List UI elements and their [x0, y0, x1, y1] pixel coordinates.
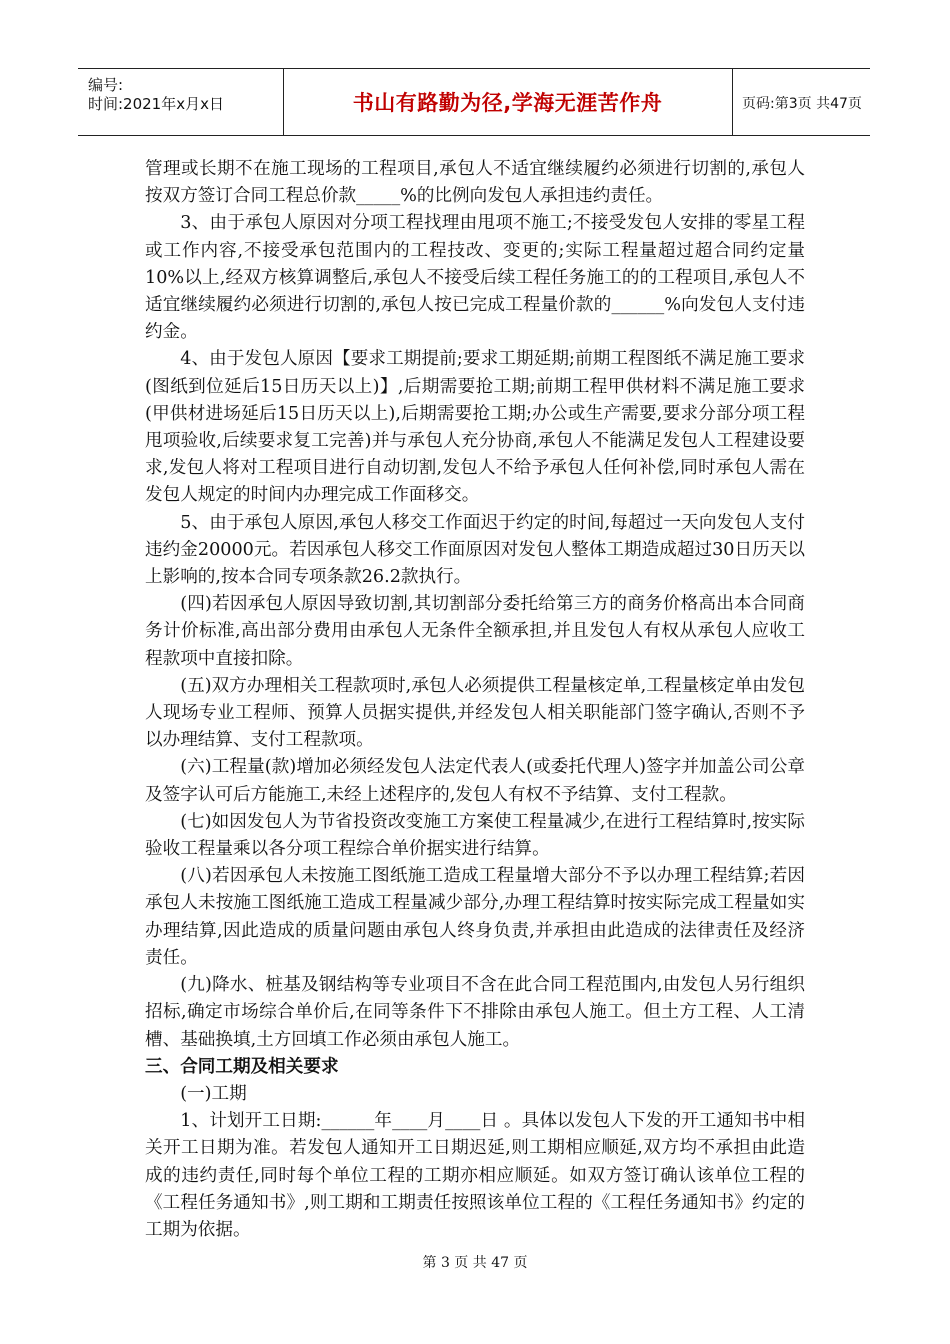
- page-footer: 第 3 页 共 47 页: [422, 1255, 528, 1271]
- body-paragraph: (九)降水、桩基及钢结构等专业项目不含在此合同工程范围内,由发包人另行组织招标,确定市场综合单价后,在同等条件下不排除由承包人施工。但土方工程、人工清槽、基础换填,土方回填工作必须由承包人施工。: [145, 975, 805, 1050]
- body-paragraph: 3、由于承包人原因对分项工程找理由甩项不施工;不接受发包人安排的零星工程或工作内容,不接受承包范围内的工程技改、变更的;实际工程量超过超合同约定量10%以上,经双方核算调整后,承包人不接受后续工程任务施工的的工程项目,承包人不适宜继续履约必须进行切割的,承包人按已完成工程量价款的______%向发包人支付违约金。: [145, 213, 805, 343]
- date-label: 时间:2021年x月x日: [88, 95, 224, 113]
- body-paragraph: (七)如因发包人为节省投资改变施工方案使工程量减少,在进行工程结算时,按实际验收工程量乘以各分项工程综合单价据实进行结算。: [145, 811, 805, 860]
- header-page-cell: [732, 69, 870, 135]
- subsection-heading: (一)工期: [180, 1083, 247, 1104]
- section-heading: 三、合同工期及相关要求: [145, 1056, 339, 1077]
- header-motto: 书山有路勤为径,学海无涯苦作舟: [352, 91, 663, 115]
- body-paragraph: (六)工程量(款)增加必须经发包人法定代表人(或委托代理人)签字并加盖公司公章及签字认可后方能施工,未经上述程序的,发包人有权不予结算、支付工程款。: [145, 757, 805, 805]
- body-paragraph: 4、由于发包人原因【要求工期提前;要求工期延期;前期工程图纸不满足施工要求(图纸到位延后15日历天以上)】,后期需要抢工期;前期工程甲供材料不满足施工要求(甲供材进场延后15日历天以上),后期需要抢工期;办公或生产需要,要求分部分项工程甩项验收,后续要求复工完善)并与承包人充分协商,承包人不能满足发包人工程建设要求,发包人将对工程项目进行自动切割,发包人不给予承包人任何补偿,同时承包人需在发包人规定的时间内办理完成工作面移交。: [145, 349, 805, 506]
- body-paragraph: 管理或长期不在施工现场的工程项目,承包人不适宜继续履约必须进行切割的,承包人按双方签订合同工程总价款_____%的比例向发包人承担违约责任。: [145, 159, 805, 207]
- body-paragraph: (八)若因承包人未按施工图纸施工造成工程量增大部分不予以办理工程结算;若因承包人未按施工图纸施工造成工程量减少部分,办理工程结算时按实际完成工程量如实办理结算,因此造成的质量问题由承包人终身负责,并承担由此造成的法律责任及经济责任。: [145, 866, 805, 968]
- body-paragraph: 5、由于承包人原因,承包人移交工作面迟于约定的时间,每超过一天向发包人支付违约金20000元。若因承包人移交工作面原因对发包人整体工期造成超过30日历天以上影响的,按本合同专项条款26.2款执行。: [145, 512, 805, 588]
- header-page-number: 页码:第3页 共47页: [742, 96, 862, 112]
- header-motto-cell: [283, 69, 733, 135]
- document-body: [145, 156, 805, 1244]
- body-paragraph: (五)双方办理相关工程款项时,承包人必须提供工程量核定单,工程量核定单由发包人现场专业工程师、预算人员据实提供,并经发包人相关职能部门签字确认,否则不予以办理结算、支付工程款项。: [145, 675, 805, 751]
- page-header: [78, 68, 870, 136]
- header-info-cell: [78, 69, 284, 135]
- body-paragraph: 1、计划开工日期:______年____月____日 。具体以发包人下发的开工通知书中相关开工日期为准。若发包人通知开工日期迟延,则工期相应顺延,双方均不承担由此造成的违约责任,同时每个单位工程的工期亦相应顺延。如双方签订确认该单位工程的《工程任务通知书》,则工期和工期责任按照该单位工程的《工程任务通知书》约定的工期为依据。: [145, 1111, 805, 1240]
- body-paragraph: (四)若因承包人原因导致切割,其切割部分委托给第三方的商务价格高出本合同商务计价标准,高出部分费用由承包人无条件全额承担,并且发包人有权从承包人应收工程款项中直接扣除。: [145, 594, 805, 669]
- doc-number-label: 编号:: [88, 76, 124, 94]
